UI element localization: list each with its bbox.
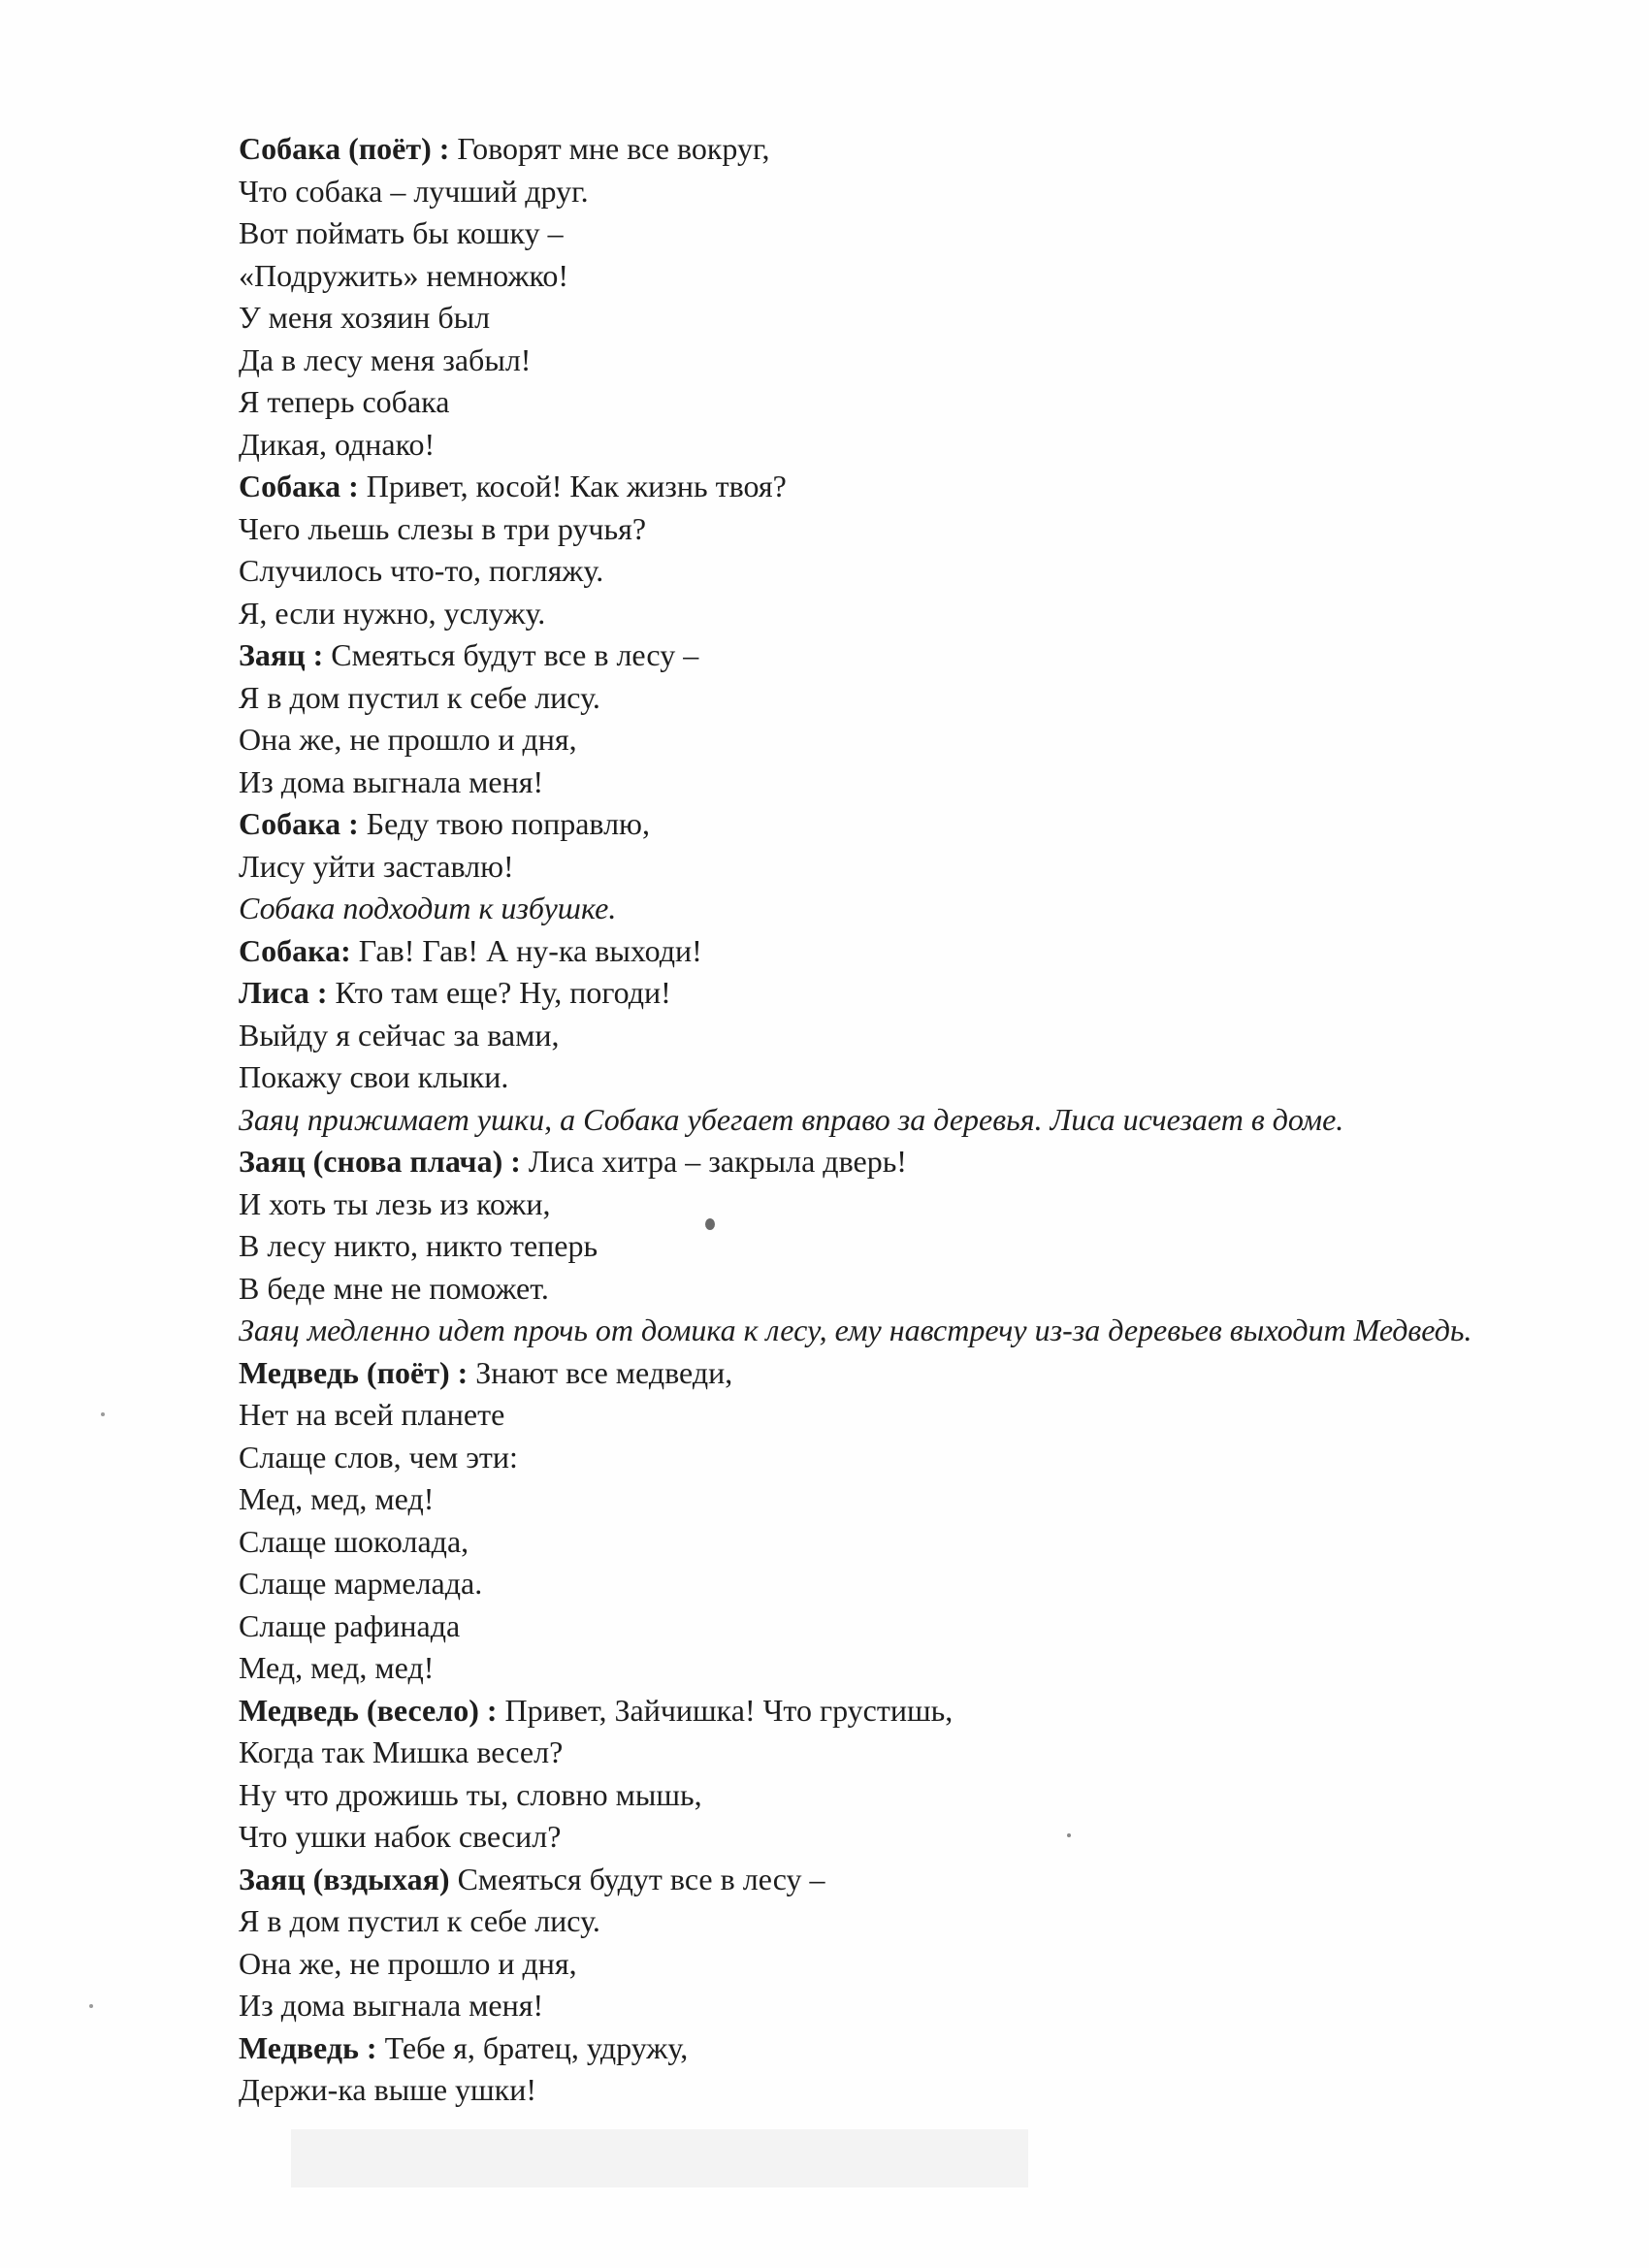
verse-line — [239, 508, 1616, 551]
line-text: Она же, не прошло и дня, — [239, 1945, 577, 1981]
line-text: В беде мне не поможет. — [239, 1270, 549, 1306]
dialogue-line-with-speaker — [239, 1352, 1616, 1395]
stage-direction — [239, 1099, 1616, 1142]
dialogue-line-with-speaker — [239, 930, 1616, 973]
dialogue-line-with-speaker — [239, 1690, 1616, 1733]
dialogue-line-with-speaker — [239, 972, 1616, 1015]
scan-speck — [101, 1412, 105, 1416]
speaker-name: Медведь (весело) : — [239, 1692, 498, 1728]
dialogue-line-with-speaker — [239, 1859, 1616, 1901]
verse-line — [239, 1225, 1616, 1268]
line-text: Смеяться будут все в лесу – — [449, 1861, 825, 1896]
speaker-name: Собака: — [239, 932, 351, 968]
speaker-name: Лиса : — [239, 975, 328, 1010]
verse-line — [239, 424, 1616, 467]
line-text: Лиса хитра – закрыла дверь! — [520, 1144, 907, 1179]
line-text: Слаще слов, чем эти: — [239, 1439, 518, 1474]
line-text: Мед, мед, мед! — [239, 1481, 435, 1516]
line-text: Выйду я сейчас за вами, — [239, 1017, 560, 1053]
line-text: «Подружить» немножко! — [239, 257, 569, 293]
line-text: Покажу свои клыки. — [239, 1059, 509, 1094]
verse-line — [239, 255, 1616, 298]
play-script-text — [239, 128, 1616, 2112]
line-text: Привет, Зайчишка! Что грустишь, — [497, 1692, 954, 1728]
verse-line — [239, 2069, 1616, 2112]
verse-line — [239, 719, 1616, 761]
line-text: Случилось что-то, погляжу. — [239, 553, 604, 588]
bleed-through-shadow — [291, 2129, 1028, 2187]
line-text: Я в дом пустил к себе лису. — [239, 679, 600, 715]
dialogue-line-with-speaker — [239, 466, 1616, 508]
verse-line — [239, 1647, 1616, 1690]
line-text: Да в лесу меня забыл! — [239, 341, 532, 377]
verse-line — [239, 1985, 1616, 2027]
line-text: Что собака – лучший друг. — [239, 173, 589, 209]
line-text: Лису уйти заставлю! — [239, 848, 514, 884]
line-text: Я теперь собака — [239, 384, 450, 419]
line-text: Беду твою поправлю, — [358, 806, 650, 841]
line-text: Привет, косой! Как жизнь твоя? — [358, 469, 787, 503]
verse-line — [239, 171, 1616, 213]
dialogue-line-with-speaker — [239, 803, 1616, 846]
verse-line — [239, 340, 1616, 382]
verse-line — [239, 593, 1616, 635]
verse-line — [239, 297, 1616, 340]
line-text: Смеяться будут все в лесу – — [323, 637, 699, 672]
line-text: У меня хозяин был — [239, 300, 491, 335]
line-text: Я в дом пустил к себе лису. — [239, 1903, 600, 1938]
speaker-name: Собака : — [239, 469, 359, 503]
verse-line — [239, 1605, 1616, 1648]
line-text: Кто там еще? Ну, погоди! — [327, 975, 671, 1010]
verse-line — [239, 1732, 1616, 1774]
line-text: Дикая, однако! — [239, 426, 436, 462]
line-text: Мед, мед, мед! — [239, 1650, 435, 1685]
verse-line — [239, 1015, 1616, 1057]
stage-direction — [239, 888, 1616, 930]
line-text: Она же, не прошло и дня, — [239, 722, 577, 757]
line-text: Слаще шоколада, — [239, 1523, 469, 1559]
line-text: Знают все медведи, — [468, 1354, 733, 1390]
verse-line — [239, 1183, 1616, 1226]
line-text: И хоть ты лезь из кожи, — [239, 1185, 551, 1221]
dialogue-line-with-speaker — [239, 1141, 1616, 1183]
speaker-name: Собака (поёт) : — [239, 131, 450, 166]
verse-line — [239, 1437, 1616, 1479]
speaker-name: Заяц : — [239, 637, 324, 672]
verse-line — [239, 1521, 1616, 1564]
line-text: Тебе я, братец, удружу, — [376, 2029, 689, 2065]
line-text: Из дома выгнала меня! — [239, 763, 544, 799]
verse-line — [239, 212, 1616, 255]
stage-direction-text: Заяц прижимает ушки, а Собака убегает вправо за деревья. Лиса исчезает в доме. — [239, 1101, 1344, 1137]
verse-line — [239, 1774, 1616, 1817]
verse-line — [239, 677, 1616, 720]
verse-line — [239, 1816, 1616, 1859]
verse-line — [239, 1056, 1616, 1099]
speaker-name: Медведь : — [239, 2029, 377, 2065]
line-text: Что ушки набок свесил? — [239, 1819, 562, 1854]
scan-speck — [89, 2004, 93, 2008]
verse-line — [239, 1900, 1616, 1943]
verse-line — [239, 846, 1616, 889]
verse-line — [239, 550, 1616, 593]
line-text: Вот поймать бы кошку – — [239, 215, 564, 250]
line-text: Я, если нужно, услужу. — [239, 595, 546, 631]
verse-line — [239, 761, 1616, 804]
line-text: Чего льешь слезы в три ручья? — [239, 510, 647, 546]
dialogue-line-with-speaker — [239, 634, 1616, 677]
verse-line — [239, 381, 1616, 424]
verse-line — [239, 1943, 1616, 1986]
verse-line — [239, 1268, 1616, 1311]
speaker-name: Медведь (поёт) : — [239, 1354, 469, 1390]
dialogue-line-with-speaker — [239, 2027, 1616, 2070]
stage-direction-text: Собака подходит к избушке. — [239, 891, 617, 925]
line-text: Когда так Мишка весел? — [239, 1734, 564, 1769]
line-text: В лесу никто, никто теперь — [239, 1228, 598, 1263]
line-text: Слаще мармелада. — [239, 1566, 483, 1601]
line-text: Ну что дрожишь ты, словно мышь, — [239, 1776, 702, 1812]
line-text: Держи-ка выше ушки! — [239, 2072, 536, 2107]
line-text: Слаще рафинада — [239, 1607, 461, 1643]
stage-direction — [239, 1310, 1616, 1352]
line-text: Из дома выгнала меня! — [239, 1988, 544, 2023]
speaker-name: Заяц (снова плача) : — [239, 1144, 521, 1179]
line-text: Нет на всей планете — [239, 1397, 505, 1432]
line-text: Гав! Гав! А ну-ка выходи! — [350, 932, 702, 968]
dialogue-line-with-speaker — [239, 128, 1616, 171]
verse-line — [239, 1563, 1616, 1605]
speaker-name: Собака : — [239, 806, 359, 841]
line-text: Говорят мне все вокруг, — [449, 131, 770, 166]
stage-direction-text: Заяц медленно идет прочь от домика к лесу, ему навстречу из-за деревьев выходит Медведь. — [239, 1312, 1472, 1347]
verse-line — [239, 1478, 1616, 1521]
verse-line — [239, 1394, 1616, 1437]
speaker-name: Заяц (вздыхая) — [239, 1861, 450, 1896]
